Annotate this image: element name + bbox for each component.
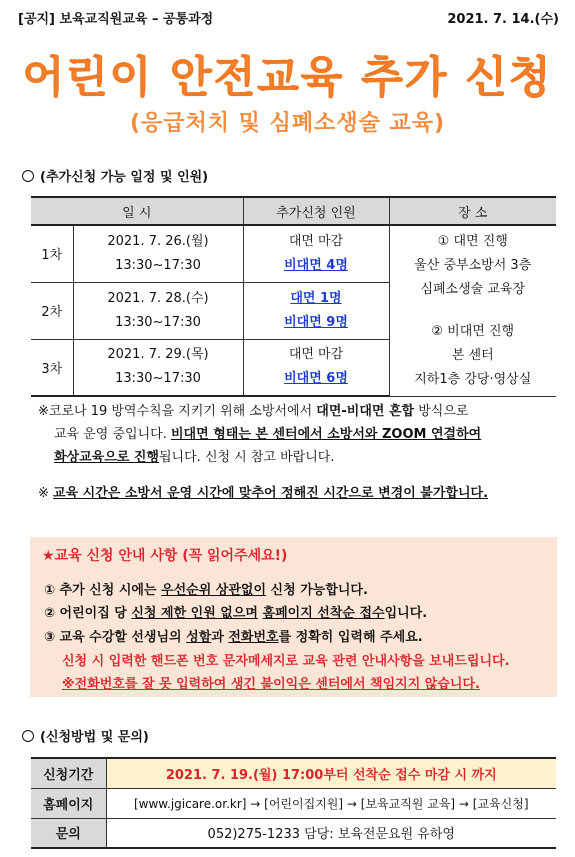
- notice-emphasis: 성함: [186, 630, 212, 645]
- session-date: 2021. 7. 26.(월): [107, 233, 209, 249]
- schedule-header-row: [31, 197, 556, 225]
- capacity-inperson: 대면 마감: [288, 233, 344, 249]
- session-datetime: [73, 339, 243, 396]
- note-emphasis: 화상교육으로 진행: [54, 450, 159, 465]
- info-key: 신청기간: [31, 758, 106, 788]
- capacity-inperson: 대면 1명: [290, 290, 342, 306]
- note-text: 교육 운영 중입니다.: [54, 427, 171, 442]
- col-place: 장 소: [389, 197, 556, 225]
- schedule-table: [31, 196, 556, 397]
- session-datetime: [73, 225, 243, 282]
- info-period-value: 2021. 7. 19.(월) 17:00부터 선착순 접수 마감 시 까지: [106, 758, 556, 788]
- col-capacity: 추가신청 인원: [243, 197, 389, 225]
- session-capacity: [243, 282, 389, 339]
- venue-line: 본 센터: [451, 347, 494, 363]
- section-contact-text: (신청방법 및 문의): [40, 730, 149, 745]
- notice-warning: ※전화번호를 잘 못 입력하여 생긴 불이익은 센터에서 책임지지 않습니다.: [62, 677, 480, 692]
- note-text: 됩니다. 신청 시 참고 바랍니다.: [159, 450, 335, 465]
- round-label: 3차: [31, 339, 73, 396]
- info-homepage-value: [www.jgicare.or.kr] → [어린이집지원] → [보육교직원 교육] → [교육신청]: [106, 788, 556, 818]
- notice-item: [44, 579, 368, 598]
- session-date: 2021. 7. 28.(수): [107, 290, 209, 306]
- session-capacity: [243, 225, 389, 282]
- col-datetime: 일 시: [31, 197, 243, 225]
- notice-emphasis: 신청 제한 인원 없으며: [131, 606, 258, 621]
- session-time: 13:30~17:30: [115, 371, 201, 387]
- session-datetime: [73, 282, 243, 339]
- venue-line: 심폐소생술 교육장: [420, 281, 526, 297]
- venue-line: ① 대면 진행: [437, 233, 508, 249]
- notice-text: ① 추가 신청 시에는: [44, 583, 162, 598]
- note-emphasis: 교육 시간은 소방서 운영 시간에 맞추어 정해진 시간으로 변경이 불가합니다.: [53, 486, 489, 501]
- notice-text: ② 어린이집 당: [44, 606, 132, 621]
- note-text: ※코로나 19 방역수칙을 지키기 위해 소방서에서: [38, 404, 317, 419]
- info-key: 문의: [31, 818, 106, 848]
- time-note: [38, 482, 558, 505]
- capacity-online: 비대면 6명: [284, 371, 348, 387]
- notice-text: 를 정확히 입력해 주세요.: [278, 630, 423, 645]
- table-row: [31, 818, 556, 848]
- notice-text: ③ 교육 수강할 선생님의: [44, 630, 187, 645]
- round-label: 1차: [31, 225, 73, 282]
- note-bold: 대면-비대면 혼합: [316, 404, 415, 419]
- notice-text: 신청 가능합니다.: [266, 583, 368, 598]
- venue-line: 울산 중부소방서 3층: [414, 257, 532, 273]
- section-contact-heading: [22, 726, 149, 745]
- application-info-table: [31, 757, 556, 849]
- capacity-online: 비대면 4명: [284, 257, 348, 273]
- info-key: 홈페이지: [31, 788, 106, 818]
- notice-category: [공지] 보육교직원교육 – 공통과정: [18, 12, 214, 27]
- venue-cell: [389, 225, 556, 396]
- page-title: 어린이 안전교육 추가 신청: [22, 53, 553, 103]
- session-time: 13:30~17:30: [115, 314, 201, 330]
- capacity-online: 비대면 9명: [284, 314, 348, 330]
- notice-emphasis: 우선순위 상관없이: [161, 583, 267, 598]
- section-schedule-text: (추가신청 가능 일정 및 인원): [40, 170, 209, 185]
- notice-emphasis: 홈페이지 선착순 접수: [262, 606, 385, 621]
- info-contact-value: 052)275-1233 담당: 보육전문요원 유하영: [106, 818, 556, 848]
- notice-header: [18, 8, 559, 26]
- session-time: 13:30~17:30: [115, 257, 201, 273]
- notice-sms-info: 신청 시 입력한 핸드폰 번호 문자메세지로 교육 관련 안내사항을 보내드립니다.: [62, 654, 510, 669]
- circle-bullet-icon: [22, 730, 34, 742]
- application-notice-box: [30, 537, 557, 697]
- note-mark: ※: [38, 486, 54, 501]
- notice-date: 2021. 7. 14.(수): [447, 12, 559, 27]
- round-label: 2차: [31, 282, 73, 339]
- notice-text: 과: [211, 630, 229, 645]
- notice-emphasis: 전화번호: [228, 630, 279, 645]
- session-date: 2021. 7. 29.(목): [107, 347, 209, 363]
- circle-bullet-icon: [22, 170, 34, 182]
- venue-line: ② 비대면 진행: [431, 323, 515, 339]
- notice-title: ★교육 신청 안내 사항 (꼭 읽어주세요!): [42, 548, 288, 564]
- notice-text: 입니다.: [384, 606, 428, 621]
- table-row: [31, 758, 556, 788]
- section-schedule-heading: [22, 166, 208, 185]
- note-text: 방식으로: [414, 404, 469, 419]
- table-row: [31, 788, 556, 818]
- notice-item: [44, 626, 423, 645]
- notice-item: [44, 602, 427, 621]
- covid-note: [38, 400, 558, 469]
- session-capacity: [243, 339, 389, 396]
- page-subtitle: (응급처치 및 심폐소생술 교육): [129, 111, 446, 136]
- venue-line: 지하1층 강당·영상실: [414, 371, 532, 387]
- table-row: [31, 225, 556, 282]
- note-emphasis: 비대면 형태는 본 센터에서 소방서와 ZOOM 연결하여: [171, 427, 482, 442]
- capacity-inperson: 대면 마감: [288, 347, 344, 363]
